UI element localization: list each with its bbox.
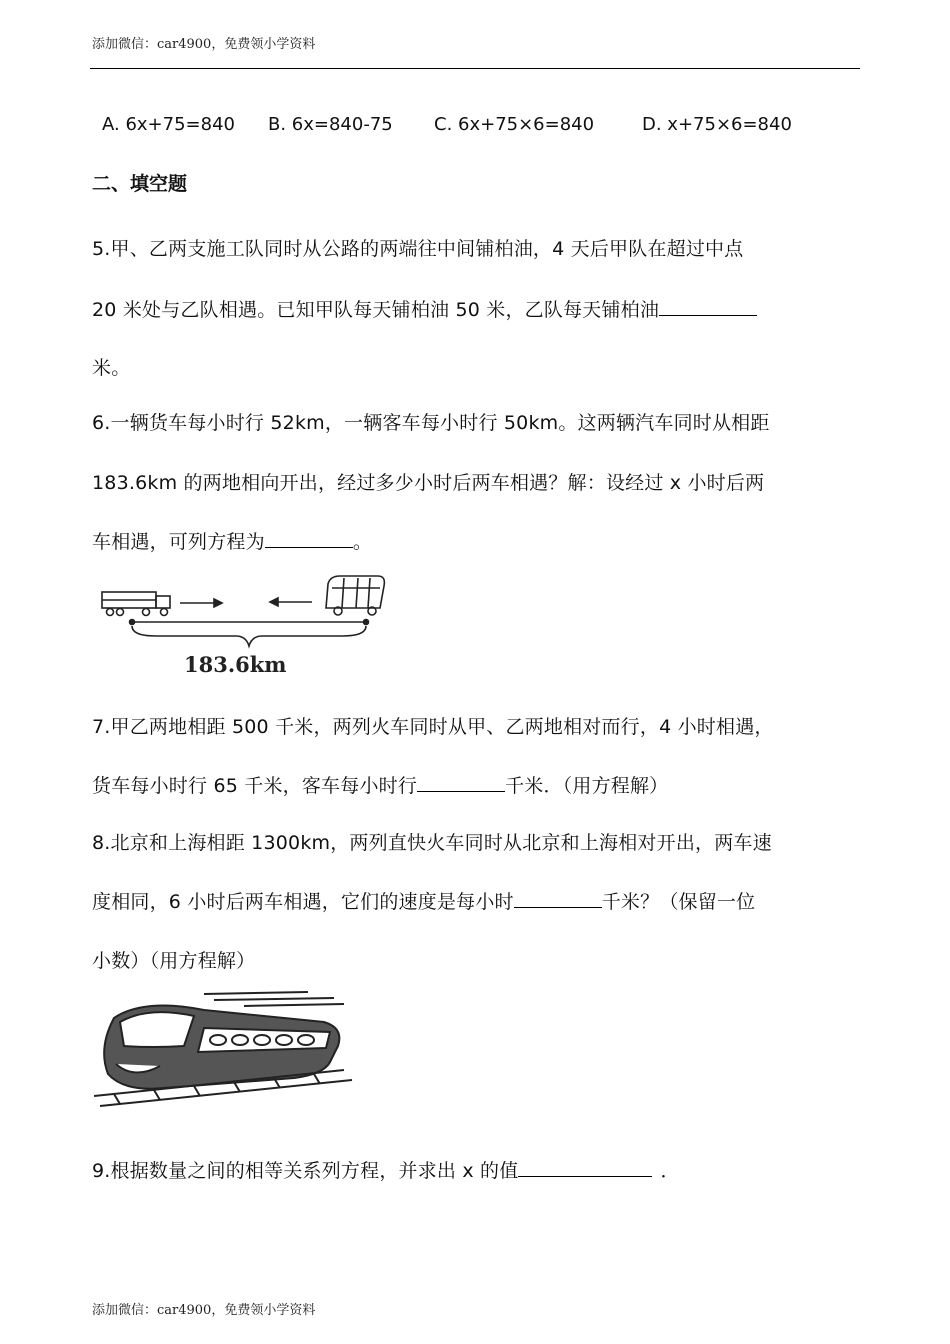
q7-line-1: 7.甲乙两地相距 500 千米，两列火车同时从甲、乙两地相对而行，4 小时相遇，	[92, 716, 774, 738]
truck-bus-diagram	[96, 570, 396, 680]
header-note: 添加微信：car4900，免费领小学资料	[92, 37, 316, 52]
option-c: C. 6x+75×6=840	[434, 114, 595, 135]
q8-line-1: 8.北京和上海相距 1300km，两列直快火车同时从北京和上海相对开出，两车速	[92, 832, 772, 854]
bus-icon	[326, 576, 384, 615]
q6-line-1: 6.一辆货车每小时行 52km，一辆客车每小时行 50km。这两辆汽车同时从相距	[92, 412, 770, 434]
q7-text-end: 千米．（用方程解）	[505, 775, 669, 797]
q7-text: 货车每小时行 65 千米，客车每小时行	[92, 775, 418, 797]
option-b: B. 6x=840-75	[268, 114, 393, 135]
q6-text-end: 。	[352, 531, 373, 553]
q5-line-2	[92, 295, 757, 322]
distance-bracket	[130, 620, 369, 647]
section-title: 二、填空题	[92, 173, 188, 195]
q8-text: 度相同，6 小时后两车相遇，它们的速度是每小时	[92, 891, 514, 913]
q8-line-3: 小数）（用方程解）	[92, 950, 256, 972]
q9-text-end: ．	[660, 1160, 680, 1182]
q5-line-3: 米。	[92, 357, 131, 379]
q5-line-1: 5.甲、乙两支施工队同时从公路的两端往中间铺柏油，4 天后甲队在超过中点	[92, 238, 744, 260]
q7-line-2	[92, 771, 668, 798]
q6-text: 车相遇，可列方程为	[92, 531, 265, 553]
q9-answer-blank[interactable]	[518, 1158, 652, 1177]
q9-line-1	[92, 1156, 680, 1183]
q7-answer-blank[interactable]	[417, 773, 505, 792]
q8-line-2	[92, 887, 755, 914]
train-icon	[94, 988, 356, 1114]
arrow-left-icon	[270, 598, 312, 606]
q8-text-end: 千米？（保留一位	[601, 891, 756, 913]
q8-answer-blank[interactable]	[514, 889, 602, 908]
q9-text: 9.根据数量之间的相等关系列方程，并求出 x 的值	[92, 1160, 519, 1182]
arrow-right-icon	[180, 599, 222, 607]
header-rule	[90, 68, 860, 69]
footer-note: 添加微信：car4900，免费领小学资料	[92, 1303, 316, 1318]
q5-text: 20 米处与乙队相遇。已知甲队每天铺柏油 50 米，乙队每天铺柏油	[92, 299, 660, 321]
q5-answer-blank[interactable]	[659, 297, 757, 316]
q6-answer-blank[interactable]	[265, 529, 353, 548]
truck-icon	[102, 592, 170, 616]
option-a: A. 6x+75=840	[102, 114, 235, 135]
q6-line-3	[92, 527, 372, 554]
distance-label: 183.6km	[184, 652, 287, 677]
option-d: D. x+75×6=840	[642, 114, 792, 135]
q6-line-2: 183.6km 的两地相向开出，经过多少小时后两车相遇？解：设经过 x 小时后两	[92, 472, 765, 494]
answer-options	[102, 114, 802, 138]
